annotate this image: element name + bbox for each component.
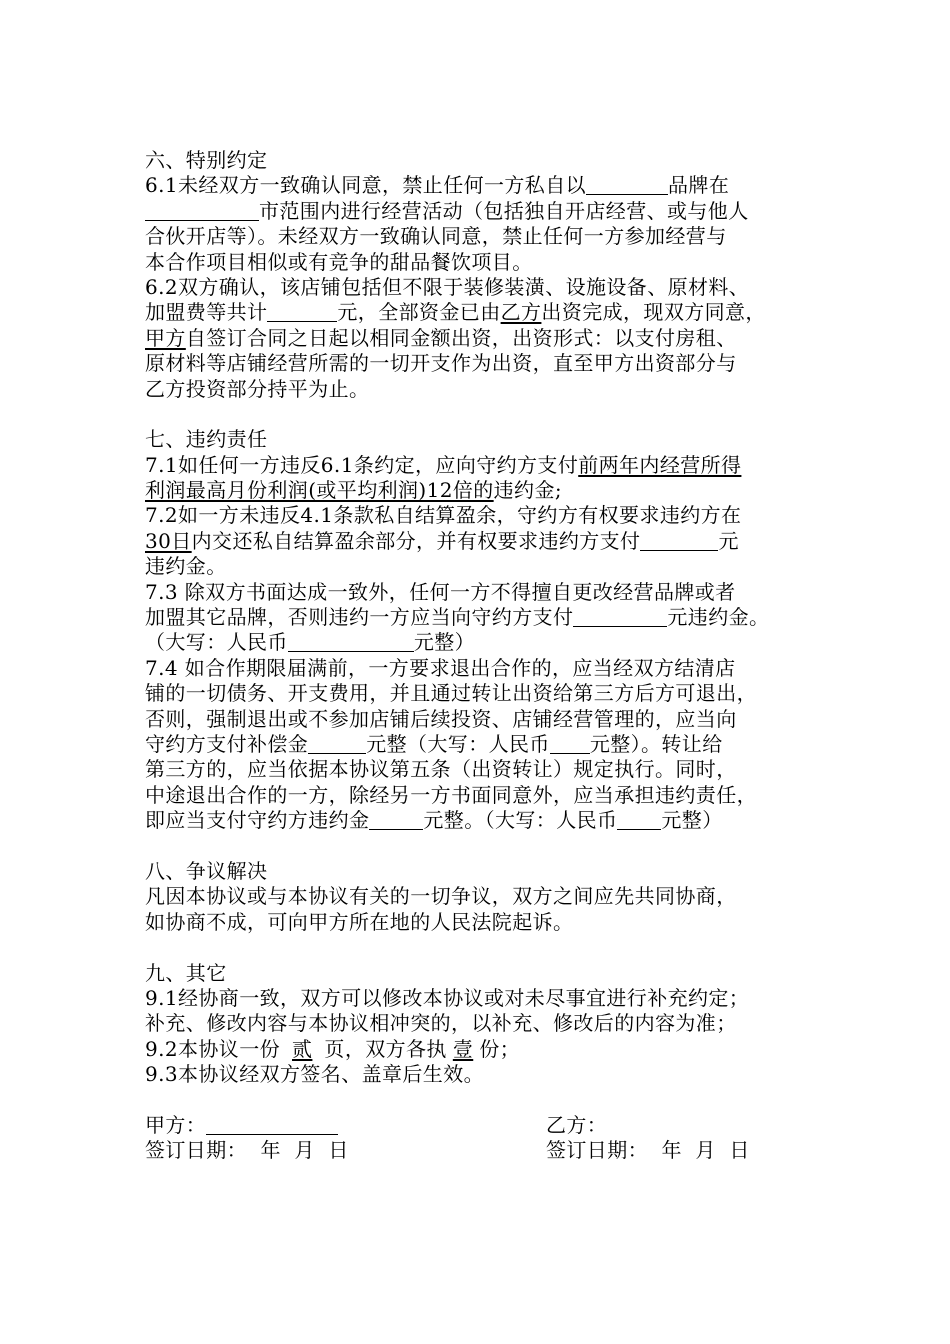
clause-9-1-line: 9.1经协商一致，双方可以修改本协议或对未尽事宜进行补充约定；: [145, 985, 750, 1010]
clause-9-2-line: 9.2本协议一份 贰 页，双方各执 壹 份；: [145, 1036, 521, 1061]
section-8-heading: 八、争议解决: [145, 858, 268, 883]
party-a-date: 签订日期： 年 月 日: [145, 1138, 349, 1163]
clause-6-2-line: 乙方投资部分持平为止。: [145, 376, 370, 401]
clause-6-1-line: 本合作项目相似或有竞争的甜品餐饮项目。: [145, 249, 533, 274]
clause-6-2-line: 原材料等店铺经营所需的一切开支作为出资，直至甲方出资部分与: [145, 351, 737, 376]
clause-7-2-line: 7.2如一方未违反4.1条款私自结算盈余，守约方有权要求违约方在: [145, 503, 742, 528]
signature-block: [145, 1113, 813, 1164]
clause-7-2-line: 30日内交还私自结算盈余部分，并有权要求违约方支付 元: [145, 528, 739, 553]
dispute-line: 如协商不成，可向甲方所在地的人民法院起诉。: [145, 909, 574, 934]
clause-6-2-line: 6.2双方确认，该店铺包括但不限于装修装潢、设施设备、原材料、: [145, 274, 750, 299]
brand-blank[interactable]: [586, 175, 668, 195]
clause-9-3-line: 9.3本协议经双方签名、盖章后生效。: [145, 1062, 485, 1087]
clause-7-4-line: 7.4 如合作期限届满前，一方要求退出合作的，应当经双方结清店: [145, 655, 736, 680]
dispute-line: 凡因本协议或与本协议有关的一切争议，双方之间应先共同协商，: [145, 884, 737, 909]
clause-7-4-line: 中途退出合作的一方，除经另一方书面同意外，应当承担违约责任，: [145, 782, 757, 807]
party-a-label: 甲方：: [145, 1112, 207, 1137]
clause-6-1-line: 合伙开店等）。未经双方一致确认同意，禁止任何一方参加经营与: [145, 224, 727, 249]
clause-7-4-line: 第三方的，应当依据本协议第五条（出资转让）规定执行。同时，: [145, 757, 737, 782]
clause-7-4-line: 守约方支付补偿金 元整（大写：人民币 元整）。转让给: [145, 731, 723, 756]
clause-7-1-line: 7.1如任何一方违反6.1条约定，应向守约方支付前两年内经营所得: [145, 452, 742, 477]
clause-7-4-line: 铺的一切债务、开支费用，并且通过转让出资给第三方后方可退出，: [145, 681, 757, 706]
clause-7-3-line: 7.3 除双方书面达成一致外，任何一方不得擅自更改经营品牌或者: [145, 579, 736, 604]
clause-7-3-line: 加盟其它品牌，否则违约一方应当向守约方支付 元违约金。: [145, 605, 770, 630]
party-b-column: [546, 1113, 750, 1164]
party-b-label: 乙方：: [546, 1112, 608, 1137]
compensation-capital-blank[interactable]: [550, 734, 590, 754]
exit-penalty-blank[interactable]: [369, 810, 423, 830]
capital-amount-blank[interactable]: [288, 632, 414, 652]
city-blank[interactable]: [145, 201, 259, 221]
penalty-blank[interactable]: [640, 531, 718, 551]
section-6-heading: 六、特别约定: [145, 148, 268, 172]
section-9-heading: 九、其它: [145, 960, 227, 985]
party-a-column: [145, 1113, 349, 1164]
clause-7-4-line: 否则，强制退出或不参加店铺后续投资、店铺经营管理的，应当向: [145, 706, 737, 731]
clause-9-1-line: 补充、修改内容与本协议相冲突的，以补充、修改后的内容为准；: [145, 1011, 737, 1036]
party-b-date: 签订日期： 年 月 日: [546, 1138, 750, 1163]
clause-6-2-line: 加盟费等共计 元，全部资金已由乙方出资完成，现双方同意，: [145, 300, 766, 325]
clause-6-1-line: 6.1未经双方一致确认同意，禁止任何一方私自以 品牌在: [145, 173, 730, 198]
clause-6-1-line: 市范围内进行经营活动（包括独自开店经营、或与他人: [145, 199, 813, 224]
clause-7-4-line: 即应当支付守约方违约金 元整。（大写：人民币 元整）: [145, 808, 723, 833]
clause-6-2-line: 甲方自签订合同之日起以相同金额出资，出资形式：以支付房租、: [145, 325, 737, 350]
contract-page: [145, 148, 813, 1164]
clause-7-2-line: 违约金。: [145, 554, 227, 579]
total-amount-blank[interactable]: [267, 302, 337, 322]
brand-penalty-blank[interactable]: [573, 607, 667, 627]
party-a-signature-blank[interactable]: [206, 1115, 338, 1135]
exit-penalty-capital-blank[interactable]: [617, 810, 661, 830]
compensation-blank[interactable]: [308, 734, 366, 754]
section-7-heading: 七、违约责任: [145, 427, 268, 452]
clause-7-3-line: （大写：人民币 元整）: [145, 630, 476, 655]
clause-7-1-line: 利润最高月份利润(或平均利润)12倍的违约金;: [145, 478, 562, 503]
